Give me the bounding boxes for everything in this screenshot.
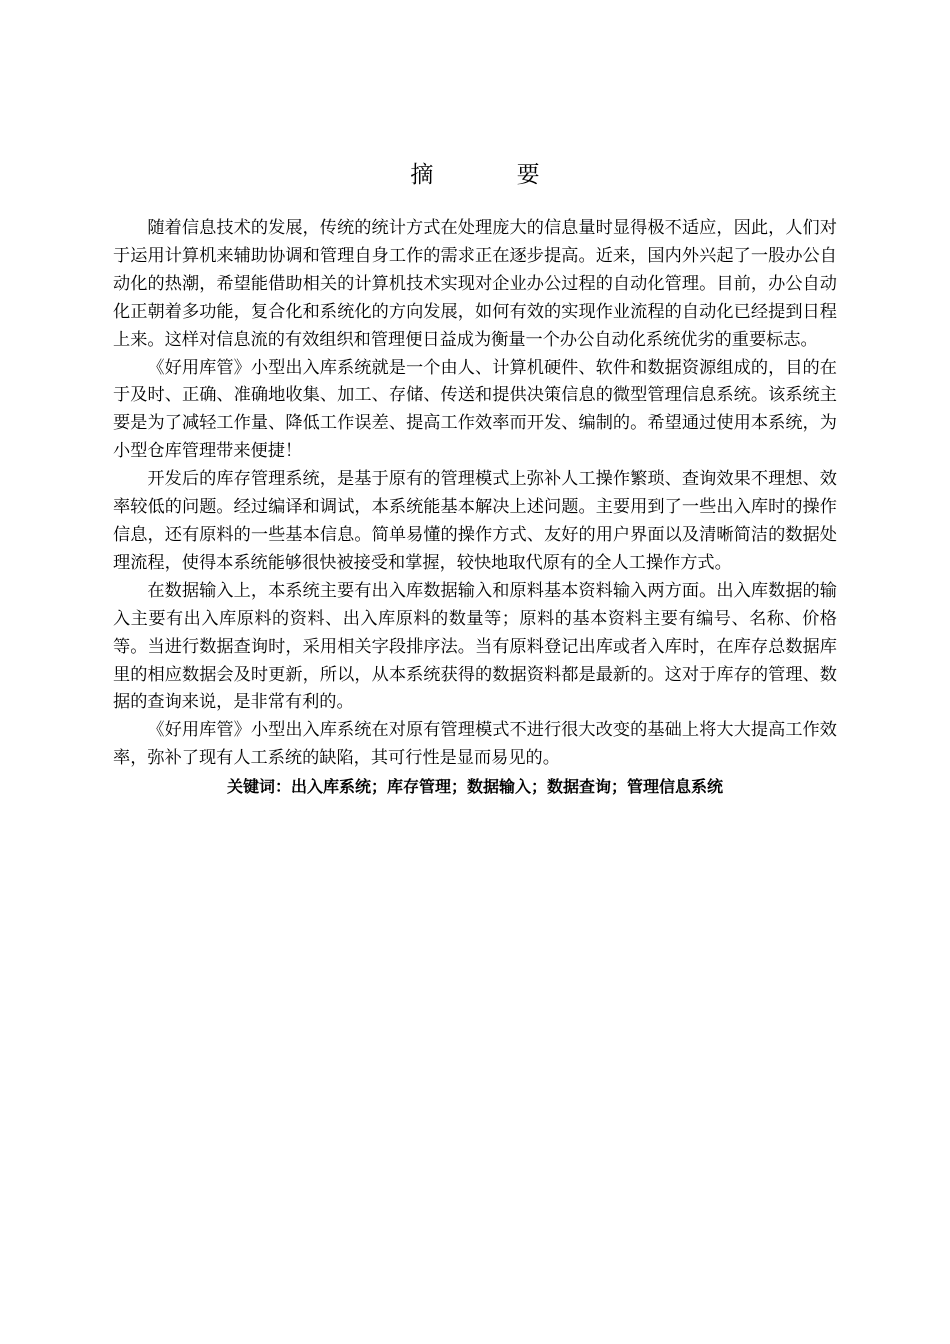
paragraph-2: 《好用库管》小型出入库系统就是一个由人、计算机硬件、软件和数据资源组成的，目的在于及时、正确、准确地收集、加工、存储、传送和提供决策信息的微型管理信息系统。该系统主要是为了减轻工作量、降低工作误差、提高工作效率而开发、编制的。希望通过使用本系统，为小型仓库管理带来便捷！ [113, 357, 837, 462]
paragraph-1: 随着信息技术的发展，传统的统计方式在处理庞大的信息量时显得极不适应，因此，人们对于运用计算机来辅助协调和管理自身工作的需求正在逐步提高。近来，国内外兴起了一股办公自动化的热潮，希望能借助相关的计算机技术实现对企业办公过程的自动化管理。目前，办公自动化正朝着多功能，复合化和系统化的方向发展，如何有效的实现作业流程的自动化已经提到日程上来。这样对信息流的有效组织和管理便日益成为衡量一个办公自动化系统优劣的重要标志。 [113, 218, 837, 350]
page-title: 摘 要 [410, 162, 578, 188]
paragraph-5: 《好用库管》小型出入库系统在对原有管理模式不进行很大改变的基础上将大大提高工作效率，弥补了现有人工系统的缺陷，其可行性是显而易见的。 [113, 720, 837, 769]
paragraph-4: 在数据输入上，本系统主要有出入库数据输入和原料基本资料输入两方面。出入库数据的输入主要有出入库原料的资料、出入库原料的数量等；原料的基本资料主要有编号、名称、价格等。当进行数据查询时，采用相关字段排序法。当有原料登记出库或者入库时，在库存总数据库里的相应数据会及时更新，所以，从本系统获得的数据资料都是最新的。这对于库存的管理、数据的查询来说，是非常有利的。 [113, 580, 837, 713]
paragraph-3: 开发后的库存管理系统，是基于原有的管理模式上弥补人工操作繁琐、查询效果不理想、效率较低的问题。经过编译和调试，本系统能基本解决上述问题。主要用到了一些出入库时的操作信息，还有原料的一些基本信息。简单易懂的操作方式、友好的用户界面以及清晰简洁的数据处理流程，使得本系统能够很快被接受和掌握，较快地取代原有的全人工操作方式。 [113, 469, 837, 573]
keywords-line: 关键词：出入库系统；库存管理；数据输入；数据查询；管理信息系统 [226, 777, 723, 797]
abstract-body [113, 215, 837, 801]
